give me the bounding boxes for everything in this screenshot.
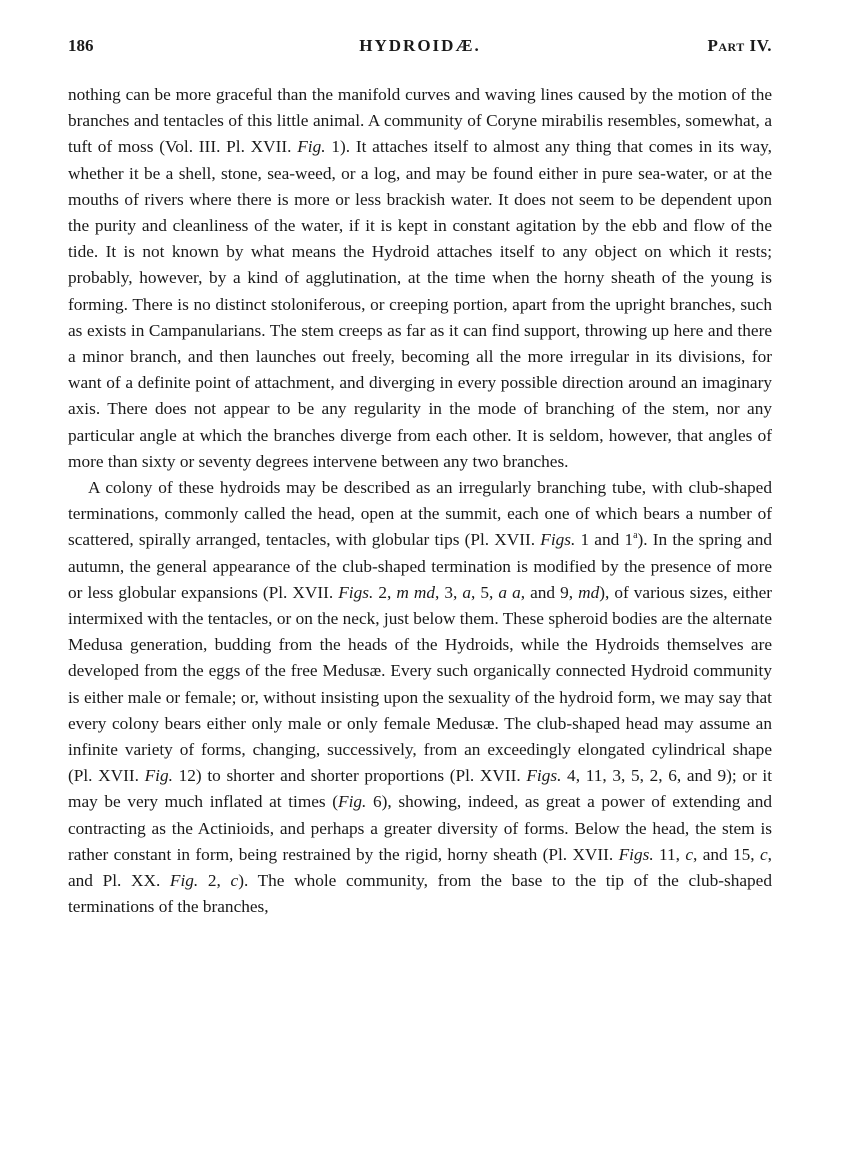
italic-text-segment: Fig. (144, 766, 173, 786)
page (68, 30, 772, 921)
text-segment: 1). It attaches itself to almost any thing that comes in its way, whether it be a shell, stone, sea-weed, or a log, and may be found either in pure sea-water, or at the mouths of rivers where there is more or less brackish water. It does not seem to be dependent upon the purity and cleanliness of the water, if it is kept in constant agitation by the ebb and flow of the tide. It is not known by what means the Hydroid attaches itself to any object on which it rests; probably, however, by a kind of agglutination, at the time when the horny sheath of the young is forming. There is no distinct stoloniferous, or creeping portion, apart from the upright branches, such as exists in Campanularians. The stem creeps as far as it can find support, throwing up here and there a minor branch, and then launches out freely, becoming all the more irregular in its divisions, for want of a definite point of attachment, and diverging in every possible direction around an imaginary axis. There does not appear to be any regularity in the mode of branching of the stem, nor any particular angle at which the branches diverge from each other. It is seldom, however, that angles of more than sixty or seventy degrees intervene between any two branches. (68, 137, 772, 471)
text-segment: A colony of these hydroids may be described as an irregularly branching tube, with club-shaped terminations, commonly called the head, open at the summit, each one of which bears a number of scattered, spirally arranged, tentacles, with globular tips (Pl. XVII. (68, 478, 772, 550)
italic-text-segment: Fig. (169, 871, 199, 891)
text-segment: , 3, (435, 582, 463, 602)
paragraph-2 (68, 475, 772, 920)
text-segment: ). The whole community, from the base to the tip of the club-shaped terminations of the branches, (68, 871, 772, 917)
text-segment: 4, 11, 3, 5, 2, 6, and 9); or it may be very much inflated at times ( (68, 766, 772, 812)
body-text (68, 82, 772, 921)
text-segment: nothing can be more graceful than the manifold curves and waving lines caused by the motion of the branches and tentacles of this little animal. A community of Coryne mirabilis resembles, somewhat, a tuft of moss (Vol. III. Pl. XVII. (68, 85, 772, 157)
text-segment: 2, (198, 871, 231, 891)
italic-text-segment: Figs. (526, 766, 562, 786)
text-segment: 1 and 1 (575, 530, 634, 550)
italic-text-segment: md (578, 582, 600, 602)
italic-text-segment: Fig. (297, 137, 326, 157)
text-segment: , and 15, (693, 844, 760, 864)
page-number: 186 (68, 36, 94, 55)
italic-text-segment: c (759, 844, 768, 864)
superscript-segment: a (633, 530, 638, 542)
italic-text-segment: a (462, 582, 472, 602)
italic-text-segment: m md (396, 582, 436, 602)
running-head (68, 30, 772, 64)
italic-text-segment: Figs. (618, 844, 654, 864)
text-segment: ), of various sizes, either intermixed with the tentacles, or on the neck, just below them. These spheroid bodies are the alternate Medusa generation, budding from the heads of the Hydroids, while the Hydroids themselves are developed from the eggs of the free Medusæ. Every such organically connected Hydroid community is either male or female; or, without insisting upon the sexuality of the hydroid form, we may say that every colony bears either only male or only female Medusæ. The club-shaped head may assume an infinite variety of forms, changing, successively, from an exceedingly elongated cylindrical shape (Pl. XVII. (68, 582, 773, 786)
text-segment: ). In the spring and autumn, the general appearance of the club-shaped termination is modified by the presence of more or less globular expansions (Pl. XVII. (68, 530, 772, 602)
italic-text-segment: Fig. (338, 792, 367, 812)
text-segment: 6), showing, indeed, as great a power of extending and contracting as the Actinioids, and perhaps a greater diversity of forms. Below the head, the stem is rather constant in form, being restrained by the rigid, horny sheath (Pl. XVII. (68, 792, 772, 864)
text-segment: , 5, (471, 582, 499, 602)
text-segment: 11, (653, 844, 686, 864)
italic-text-segment: c (685, 844, 694, 864)
italic-text-segment: Figs. (540, 530, 576, 550)
text-segment: 12) to shorter and shorter proportions (Pl. XVII. (172, 766, 527, 786)
text-segment: , and 9, (520, 582, 579, 602)
running-title: HYDROIDÆ. (359, 36, 481, 55)
italic-text-segment: c (230, 871, 239, 891)
text-segment: 2, (373, 582, 397, 602)
italic-text-segment: Figs. (338, 582, 374, 602)
italic-text-segment: a a (498, 582, 521, 602)
text-segment: , and Pl. XX. (68, 844, 772, 891)
part-label: Part IV. (707, 36, 772, 55)
paragraph-1 (68, 82, 772, 475)
